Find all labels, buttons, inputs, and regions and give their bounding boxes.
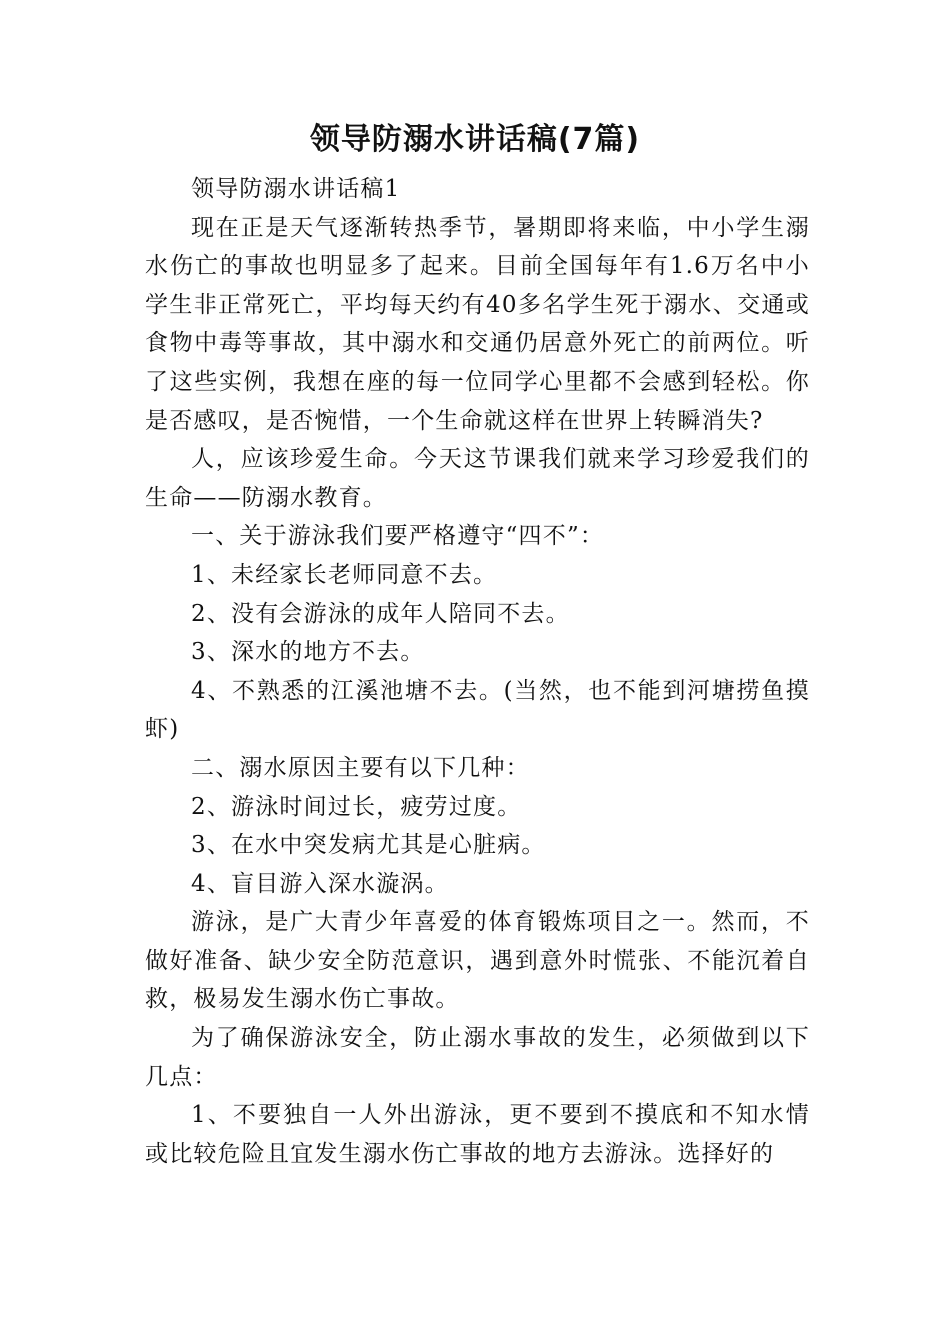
intro-paragraph: 现在正是天气逐渐转热季节，暑期即将来临，中小学生溺水伤亡的事故也明显多了起来。目前全国每年有1.6万名中小学生非正常死亡，平均每天约有40多名学生死于溺水、交通或食物中毒等事故，其中溺水和交通仍居意外死亡的前两位。听了这些实例，我想在座的每一位同学心里都不会感到轻松。你是否感叹，是否惋惜，一个生命就这样在世界上转瞬消失? [145, 214, 810, 434]
section-heading: 二、溺水原因主要有以下几种： [191, 754, 530, 781]
list-item: 1、不要独自一人外出游泳，更不要到不摸底和不知水情或比较危险且宜发生溺水伤亡事故的地方去游泳。选择好的 [145, 1102, 810, 1167]
paragraph: 游泳，是广大青少年喜爱的体育锻炼项目之一。然而，不做好准备、缺少安全防范意识，遇到意外时慌张、不能沉着自救，极易发生溺水伤亡事故。 [145, 909, 810, 1013]
list-item: 3、深水的地方不去。 [191, 639, 425, 666]
list-item: 3、在水中突发病尤其是心脏病。 [191, 832, 546, 859]
document-body [145, 170, 810, 1173]
list-item: 4、盲目游入深水漩涡。 [191, 870, 449, 897]
list-item: 4、不熟悉的江溪池塘不去。(当然，也不能到河塘捞鱼摸虾) [145, 677, 810, 743]
paragraph: 为了确保游泳安全，防止溺水事故的发生，必须做到以下几点： [145, 1025, 810, 1090]
section-heading: 一、关于游泳我们要严格遵守“四不”： [191, 523, 605, 550]
document-title: 领导防溺水讲话稿(7篇) [309, 122, 641, 157]
list-item: 2、游泳时间过长，疲劳过度。 [191, 793, 522, 820]
list-item: 2、没有会游泳的成年人陪同不去。 [191, 600, 570, 627]
subtitle-paragraph: 领导防溺水讲话稿1 [191, 176, 401, 202]
paragraph: 人，应该珍爱生命。今天这节课我们就来学习珍爱我们的生命——防溺水教育。 [145, 446, 810, 511]
list-item: 1、未经家长老师同意不去。 [191, 561, 498, 588]
